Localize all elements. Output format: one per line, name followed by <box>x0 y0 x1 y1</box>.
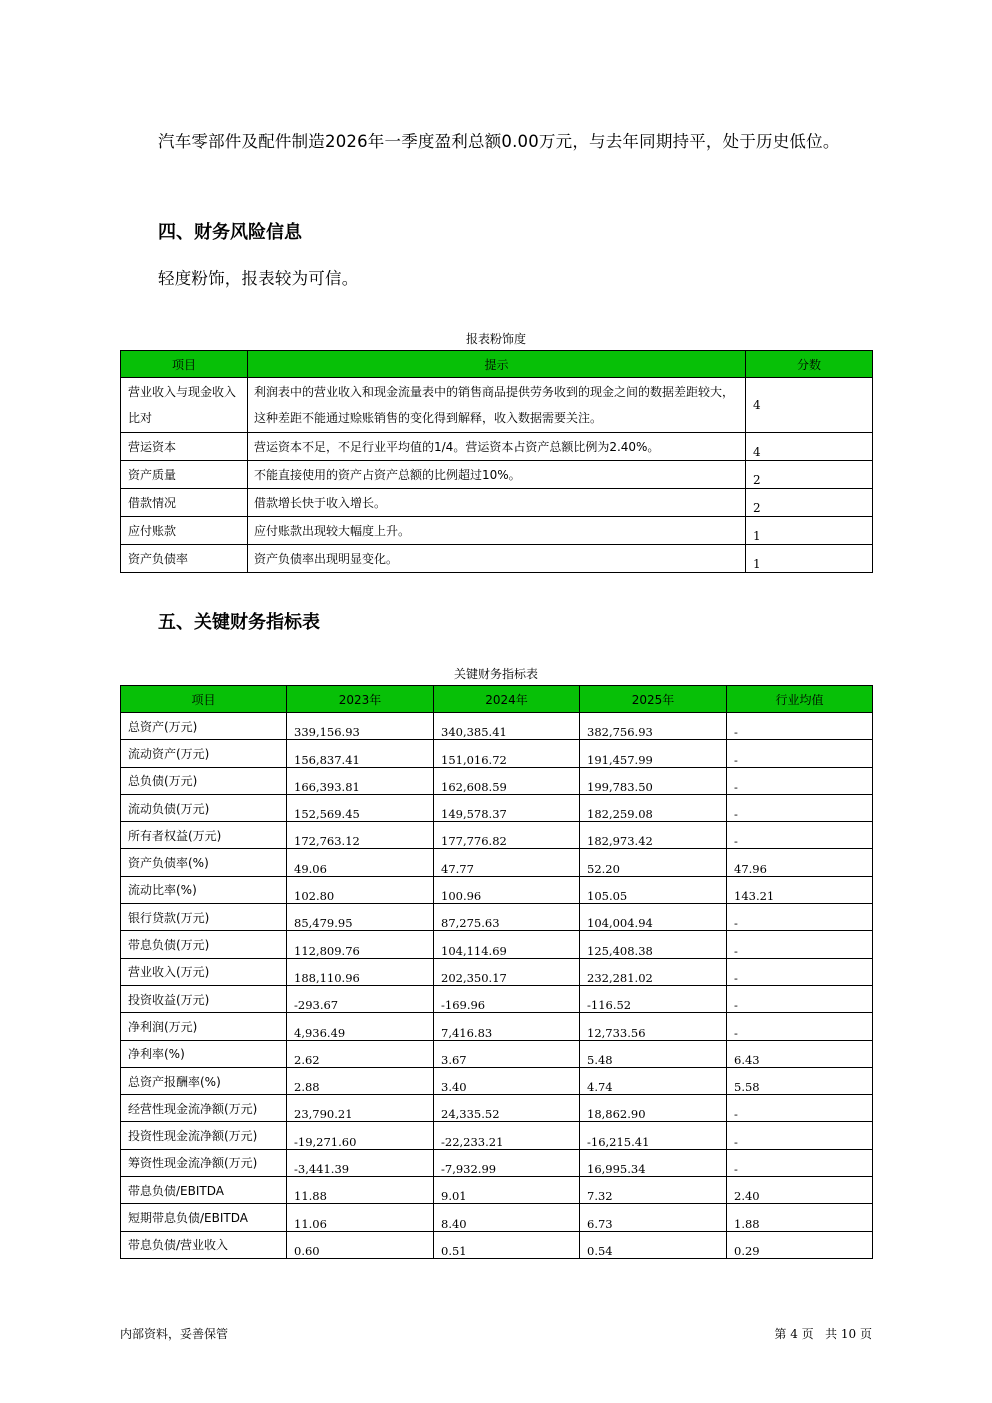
kpi-item: 投资性现金流净额(万元) <box>121 1122 287 1149</box>
kpi-value: 4,936.49 <box>287 1013 434 1040</box>
footer-page-number: 第 4 页 共 10 页 <box>774 1327 872 1341</box>
kpi-value: 11.88 <box>287 1177 434 1204</box>
table-row <box>121 794 873 821</box>
risk-tip: 利润表中的营业收入和现金流量表中的销售商品提供劳务收到的现金之间的数据差距较大，这种差距不能通过赊账销售的变化得到解释，收入数据需要关注。 <box>248 378 746 433</box>
kpi-value: 149,578.37 <box>434 794 580 821</box>
kpi-value: 125,408.38 <box>580 931 727 958</box>
risk-tip: 营运资本不足，不足行业平均值的1/4。营运资本占资产总额比例为2.40%。 <box>248 433 746 461</box>
table-row <box>121 958 873 985</box>
kpi-item: 资产负债率(%) <box>121 849 287 876</box>
risk-summary: 轻度粉饰，报表较为可信。 <box>158 269 359 288</box>
kpi-item: 经营性现金流净额(万元) <box>121 1095 287 1122</box>
kpi-value: - <box>727 931 873 958</box>
kpi-value: 9.01 <box>434 1177 580 1204</box>
risk-tip: 不能直接使用的资产占资产总额的比例超过10%。 <box>248 461 746 489</box>
kpi-value: 5.58 <box>727 1067 873 1094</box>
kpi-value: 151,016.72 <box>434 740 580 767</box>
footer-left: 内部资料，妥善保管 <box>120 1327 229 1341</box>
kpi-value: 0.54 <box>580 1231 727 1258</box>
kpi-value: 11.06 <box>287 1204 434 1231</box>
kpi-item: 带息负债/营业收入 <box>121 1231 287 1258</box>
kpi-value: 49.06 <box>287 849 434 876</box>
table-row <box>121 1013 873 1040</box>
kpi-item: 总负债(万元) <box>121 767 287 794</box>
kpi-item: 带息负债(万元) <box>121 931 287 958</box>
kpi-value: 143.21 <box>727 876 873 903</box>
table-row <box>121 985 873 1012</box>
risk-score: 2 <box>746 489 873 517</box>
kpi-value: 182,259.08 <box>580 794 727 821</box>
kpi-value: 177,776.82 <box>434 822 580 849</box>
kpi-item: 投资收益(万元) <box>121 985 287 1012</box>
kpi-item: 银行贷款(万元) <box>121 904 287 931</box>
kpi-item: 净利率(%) <box>121 1040 287 1067</box>
kpi-value: -116.52 <box>580 985 727 1012</box>
kpi-value: 7,416.83 <box>434 1013 580 1040</box>
kpi-value: 166,393.81 <box>287 767 434 794</box>
table-row <box>121 849 873 876</box>
kpi-value: 0.29 <box>727 1231 873 1258</box>
kpi-value: -22,233.21 <box>434 1122 580 1149</box>
kpi-value: 105.05 <box>580 876 727 903</box>
kpi-value: - <box>727 1149 873 1176</box>
kpi-value: 18,862.90 <box>580 1095 727 1122</box>
kpi-value: 104,004.94 <box>580 904 727 931</box>
kpi-value: 156,837.41 <box>287 740 434 767</box>
table-row <box>121 1149 873 1176</box>
table-row <box>121 822 873 849</box>
kpi-value: 191,457.99 <box>580 740 727 767</box>
kpi-value: 152,569.45 <box>287 794 434 821</box>
kpi-value: 6.73 <box>580 1204 727 1231</box>
kpi-value: - <box>727 1013 873 1040</box>
kpi-value: - <box>727 713 873 740</box>
section4-heading: 四、财务风险信息 <box>158 222 302 243</box>
risk-item: 资产质量 <box>121 461 248 489</box>
kpi-value: 8.40 <box>434 1204 580 1231</box>
intro-paragraph: 汽车零部件及配件制造2026年一季度盈利总额0.00万元，与去年同期持平，处于历史低位。 <box>158 132 840 151</box>
kpi-item: 总资产(万元) <box>121 713 287 740</box>
kpi-table-header <box>121 686 873 713</box>
risk-header-item: 项目 <box>121 351 248 378</box>
kpi-value: 162,608.59 <box>434 767 580 794</box>
table-row <box>121 904 873 931</box>
kpi-value: 24,335.52 <box>434 1095 580 1122</box>
kpi-table-caption: 关键财务指标表 <box>453 667 538 681</box>
kpi-value: - <box>727 1095 873 1122</box>
kpi-value: -7,932.99 <box>434 1149 580 1176</box>
kpi-value: - <box>727 767 873 794</box>
kpi-value: 5.48 <box>580 1040 727 1067</box>
table-row <box>121 1204 873 1231</box>
kpi-value: 87,275.63 <box>434 904 580 931</box>
kpi-value: 2.62 <box>287 1040 434 1067</box>
kpi-value: 85,479.95 <box>287 904 434 931</box>
risk-table-caption: 报表粉饰度 <box>465 332 526 346</box>
risk-score: 1 <box>746 517 873 545</box>
kpi-value: 2.88 <box>287 1067 434 1094</box>
kpi-value: -3,441.39 <box>287 1149 434 1176</box>
kpi-value: 188,110.96 <box>287 958 434 985</box>
table-row <box>121 1177 873 1204</box>
table-row <box>121 433 873 461</box>
risk-header-tip: 提示 <box>248 351 746 378</box>
table-row <box>121 517 873 545</box>
kpi-item: 营业收入(万元) <box>121 958 287 985</box>
kpi-value: 4.74 <box>580 1067 727 1094</box>
risk-tip: 借款增长快于收入增长。 <box>248 489 746 517</box>
table-row <box>121 545 873 573</box>
table-row <box>121 378 873 433</box>
kpi-value: 3.67 <box>434 1040 580 1067</box>
kpi-value: 0.51 <box>434 1231 580 1258</box>
kpi-value: 6.43 <box>727 1040 873 1067</box>
risk-item: 借款情况 <box>121 489 248 517</box>
table-row <box>121 1067 873 1094</box>
kpi-value: - <box>727 794 873 821</box>
kpi-value: 16,995.34 <box>580 1149 727 1176</box>
kpi-value: 182,973.42 <box>580 822 727 849</box>
risk-score: 2 <box>746 461 873 489</box>
kpi-item: 筹资性现金流净额(万元) <box>121 1149 287 1176</box>
kpi-value: 52.20 <box>580 849 727 876</box>
risk-score: 1 <box>746 545 873 573</box>
kpi-value: -169.96 <box>434 985 580 1012</box>
table-row <box>121 489 873 517</box>
table-row <box>121 1231 873 1258</box>
risk-table <box>120 350 873 573</box>
kpi-value: 1.88 <box>727 1204 873 1231</box>
kpi-value: 12,733.56 <box>580 1013 727 1040</box>
risk-tip: 应付账款出现较大幅度上升。 <box>248 517 746 545</box>
table-row <box>121 876 873 903</box>
kpi-value: 102.80 <box>287 876 434 903</box>
kpi-value: 0.60 <box>287 1231 434 1258</box>
kpi-header-2023: 2023年 <box>287 686 434 713</box>
table-row <box>121 713 873 740</box>
kpi-value: - <box>727 904 873 931</box>
kpi-value: 382,756.93 <box>580 713 727 740</box>
kpi-value: 104,114.69 <box>434 931 580 958</box>
kpi-value: 47.96 <box>727 849 873 876</box>
table-row <box>121 1122 873 1149</box>
kpi-value: 47.77 <box>434 849 580 876</box>
risk-table-header <box>121 351 873 378</box>
risk-item: 营运资本 <box>121 433 248 461</box>
kpi-item: 短期带息负债/EBITDA <box>121 1204 287 1231</box>
risk-tip: 资产负债率出现明显变化。 <box>248 545 746 573</box>
kpi-value: 2.40 <box>727 1177 873 1204</box>
kpi-header-2025: 2025年 <box>580 686 727 713</box>
section5-heading: 五、关键财务指标表 <box>158 612 320 633</box>
risk-item: 应付账款 <box>121 517 248 545</box>
kpi-item: 流动比率(%) <box>121 876 287 903</box>
kpi-value: -19,271.60 <box>287 1122 434 1149</box>
kpi-item: 带息负债/EBITDA <box>121 1177 287 1204</box>
kpi-value: 199,783.50 <box>580 767 727 794</box>
kpi-value: 112,809.76 <box>287 931 434 958</box>
risk-item: 资产负债率 <box>121 545 248 573</box>
kpi-header-2024: 2024年 <box>434 686 580 713</box>
table-row <box>121 931 873 958</box>
kpi-value: 172,763.12 <box>287 822 434 849</box>
kpi-table <box>120 685 873 1259</box>
kpi-value: 339,156.93 <box>287 713 434 740</box>
kpi-value: - <box>727 740 873 767</box>
kpi-value: 7.32 <box>580 1177 727 1204</box>
risk-score: 4 <box>746 433 873 461</box>
kpi-value: -16,215.41 <box>580 1122 727 1149</box>
kpi-item: 流动负债(万元) <box>121 794 287 821</box>
kpi-value: 202,350.17 <box>434 958 580 985</box>
kpi-value: - <box>727 958 873 985</box>
table-row <box>121 740 873 767</box>
kpi-header-item: 项目 <box>121 686 287 713</box>
kpi-header-industry-avg: 行业均值 <box>727 686 873 713</box>
kpi-value: - <box>727 985 873 1012</box>
kpi-value: - <box>727 822 873 849</box>
kpi-value: 340,385.41 <box>434 713 580 740</box>
kpi-item: 所有者权益(万元) <box>121 822 287 849</box>
table-row <box>121 461 873 489</box>
kpi-value: 100.96 <box>434 876 580 903</box>
kpi-value: 23,790.21 <box>287 1095 434 1122</box>
risk-score: 4 <box>746 378 873 433</box>
kpi-item: 流动资产(万元) <box>121 740 287 767</box>
risk-item: 营业收入与现金收入比对 <box>121 378 248 433</box>
kpi-item: 总资产报酬率(%) <box>121 1067 287 1094</box>
risk-header-score: 分数 <box>746 351 873 378</box>
kpi-value: -293.67 <box>287 985 434 1012</box>
table-row <box>121 1095 873 1122</box>
kpi-item: 净利润(万元) <box>121 1013 287 1040</box>
kpi-value: - <box>727 1122 873 1149</box>
kpi-value: 3.40 <box>434 1067 580 1094</box>
kpi-value: 232,281.02 <box>580 958 727 985</box>
table-row <box>121 1040 873 1067</box>
table-row <box>121 767 873 794</box>
